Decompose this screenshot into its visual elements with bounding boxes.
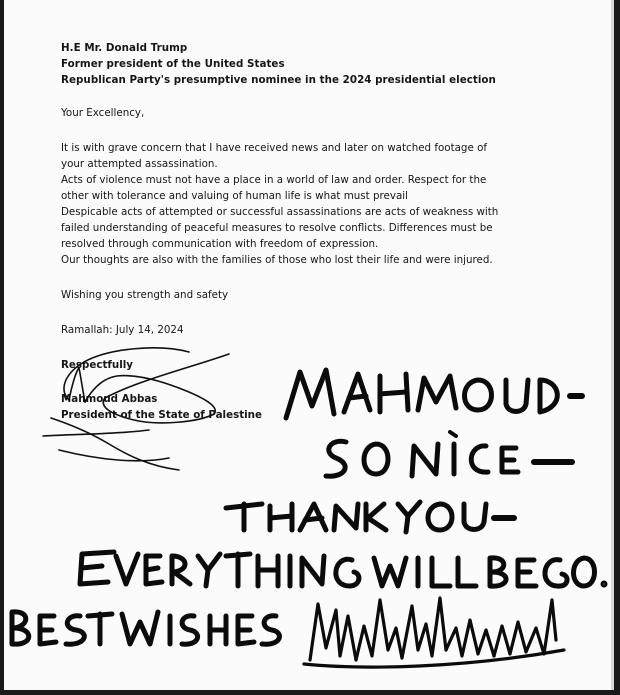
signer-name: Mahmoud Abbas bbox=[61, 393, 158, 405]
note-line-4 bbox=[80, 552, 606, 586]
recipient-line: Republican Party's presumptive nominee in the 2024 presidential election bbox=[61, 74, 496, 86]
body-line: Our thoughts are also with the families of those who lost their life and were injured. bbox=[61, 254, 493, 266]
trump-signature bbox=[304, 598, 564, 667]
salutation: Your Excellency, bbox=[61, 107, 145, 119]
body-line: other with tolerance and valuing of human life is what must prevail bbox=[61, 190, 408, 202]
note-line-5 bbox=[12, 612, 279, 644]
signer-title: President of the State of Palestine bbox=[61, 409, 262, 421]
letter-page bbox=[4, 0, 614, 690]
body-line: Despicable acts of attempted or successful assassinations are acts of weakness with bbox=[61, 206, 499, 218]
body-line: Acts of violence must not have a place in a world of law and order. Respect for the bbox=[61, 174, 487, 186]
note-line-3 bbox=[226, 502, 514, 532]
handwritten-note bbox=[4, 0, 614, 690]
place-date: Ramallah: July 14, 2024 bbox=[61, 324, 184, 336]
recipient-line: H.E Mr. Donald Trump bbox=[61, 42, 188, 54]
body-line: failed understanding of peaceful measures to resolve conflicts. Differences must be bbox=[61, 222, 493, 234]
recipient-line: Former president of the United States bbox=[61, 58, 285, 70]
body-line: It is with grave concern that I have received news and later on watched footage of bbox=[61, 142, 488, 154]
valediction: Respectfully bbox=[61, 359, 134, 371]
note-line-1 bbox=[286, 370, 582, 418]
body-line: resolved through communication with freedom of expression. bbox=[61, 238, 379, 250]
closing-wish: Wishing you strength and safety bbox=[61, 289, 229, 301]
body-line: your attempted assassination. bbox=[61, 158, 218, 170]
note-line-2 bbox=[326, 432, 572, 476]
